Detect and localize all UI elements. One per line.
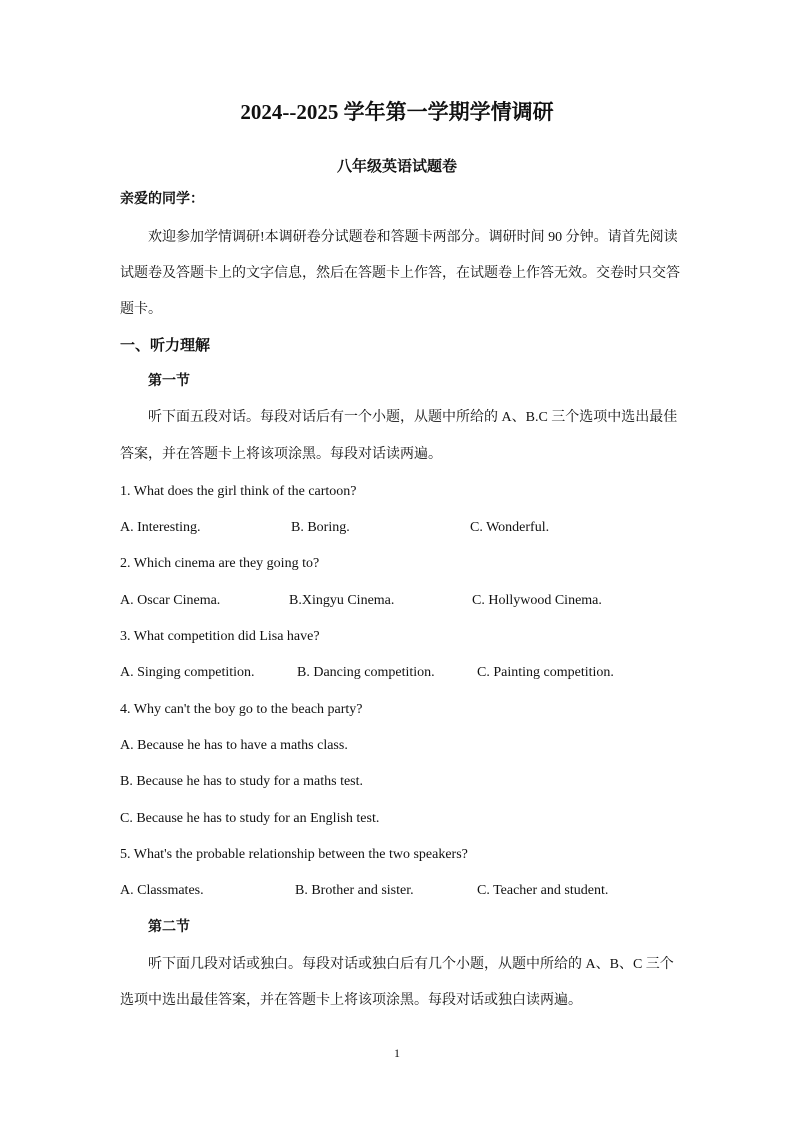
q4-option-b: B. Because he has to study for a maths test.	[120, 774, 364, 789]
intro-line-2: 试题卷及答题卡上的文字信息，然后在答题卡上作答，在试题卷上作答无效。交卷时只交答	[120, 266, 680, 281]
intro-line-1: 欢迎参加学情调研!本调研卷分试题卷和答题卡两部分。调研时间 90 分钟。请首先阅读	[148, 230, 678, 245]
question-5: 5. What's the probable relationship between the two speakers?	[120, 847, 468, 862]
section1-instructions-line-1: 听下面五段对话。每段对话后有一个小题，从题中所给的 A、B.C 三个选项中选出最佳	[148, 410, 678, 425]
page-title: 2024--2025 学年第一学期学情调研	[240, 100, 554, 124]
page-number: 1	[394, 1046, 400, 1060]
intro-line-3: 题卡。	[120, 302, 162, 317]
q2-option-b: B.Xingyu Cinema.	[289, 593, 395, 608]
question-4: 4. Why can't the boy go to the beach party?	[120, 702, 363, 717]
part1-heading: 一、听力理解	[120, 338, 211, 354]
q5-option-c: C. Teacher and student.	[477, 883, 609, 898]
section2-instructions-line-2: 选项中选出最佳答案，并在答题卡上将该项涂黑。每段对话或独白读两遍。	[120, 993, 582, 1008]
q5-option-b: B. Brother and sister.	[295, 883, 414, 898]
question-1: 1. What does the girl think of the cartoon?	[120, 484, 357, 499]
section2-instructions-line-1: 听下面几段对话或独白。每段对话或独白后有几个小题，从题中所给的 A、B、C 三个	[148, 957, 674, 972]
question-3: 3. What competition did Lisa have?	[120, 629, 320, 644]
q2-option-c: C. Hollywood Cinema.	[472, 593, 602, 608]
greeting: 亲爱的同学：	[120, 192, 204, 207]
q1-option-a: A. Interesting.	[120, 520, 201, 535]
page-subtitle: 八年级英语试题卷	[336, 159, 457, 175]
q3-option-a: A. Singing competition.	[120, 665, 255, 680]
section1-instructions-line-2: 答案，并在答题卡上将该项涂黑。每段对话读两遍。	[120, 447, 442, 462]
q4-option-c: C. Because he has to study for an English test.	[120, 811, 380, 826]
question-2: 2. Which cinema are they going to?	[120, 556, 320, 571]
q1-option-c: C. Wonderful.	[470, 520, 550, 535]
section2-heading: 第二节	[148, 920, 190, 935]
q1-option-b: B. Boring.	[291, 520, 350, 535]
q2-option-a: A. Oscar Cinema.	[120, 593, 221, 608]
section1-heading: 第一节	[148, 374, 190, 389]
q5-option-a: A. Classmates.	[120, 883, 204, 898]
q3-option-b: B. Dancing competition.	[297, 665, 435, 680]
q4-option-a: A. Because he has to have a maths class.	[120, 738, 348, 753]
q3-option-c: C. Painting competition.	[477, 665, 614, 680]
